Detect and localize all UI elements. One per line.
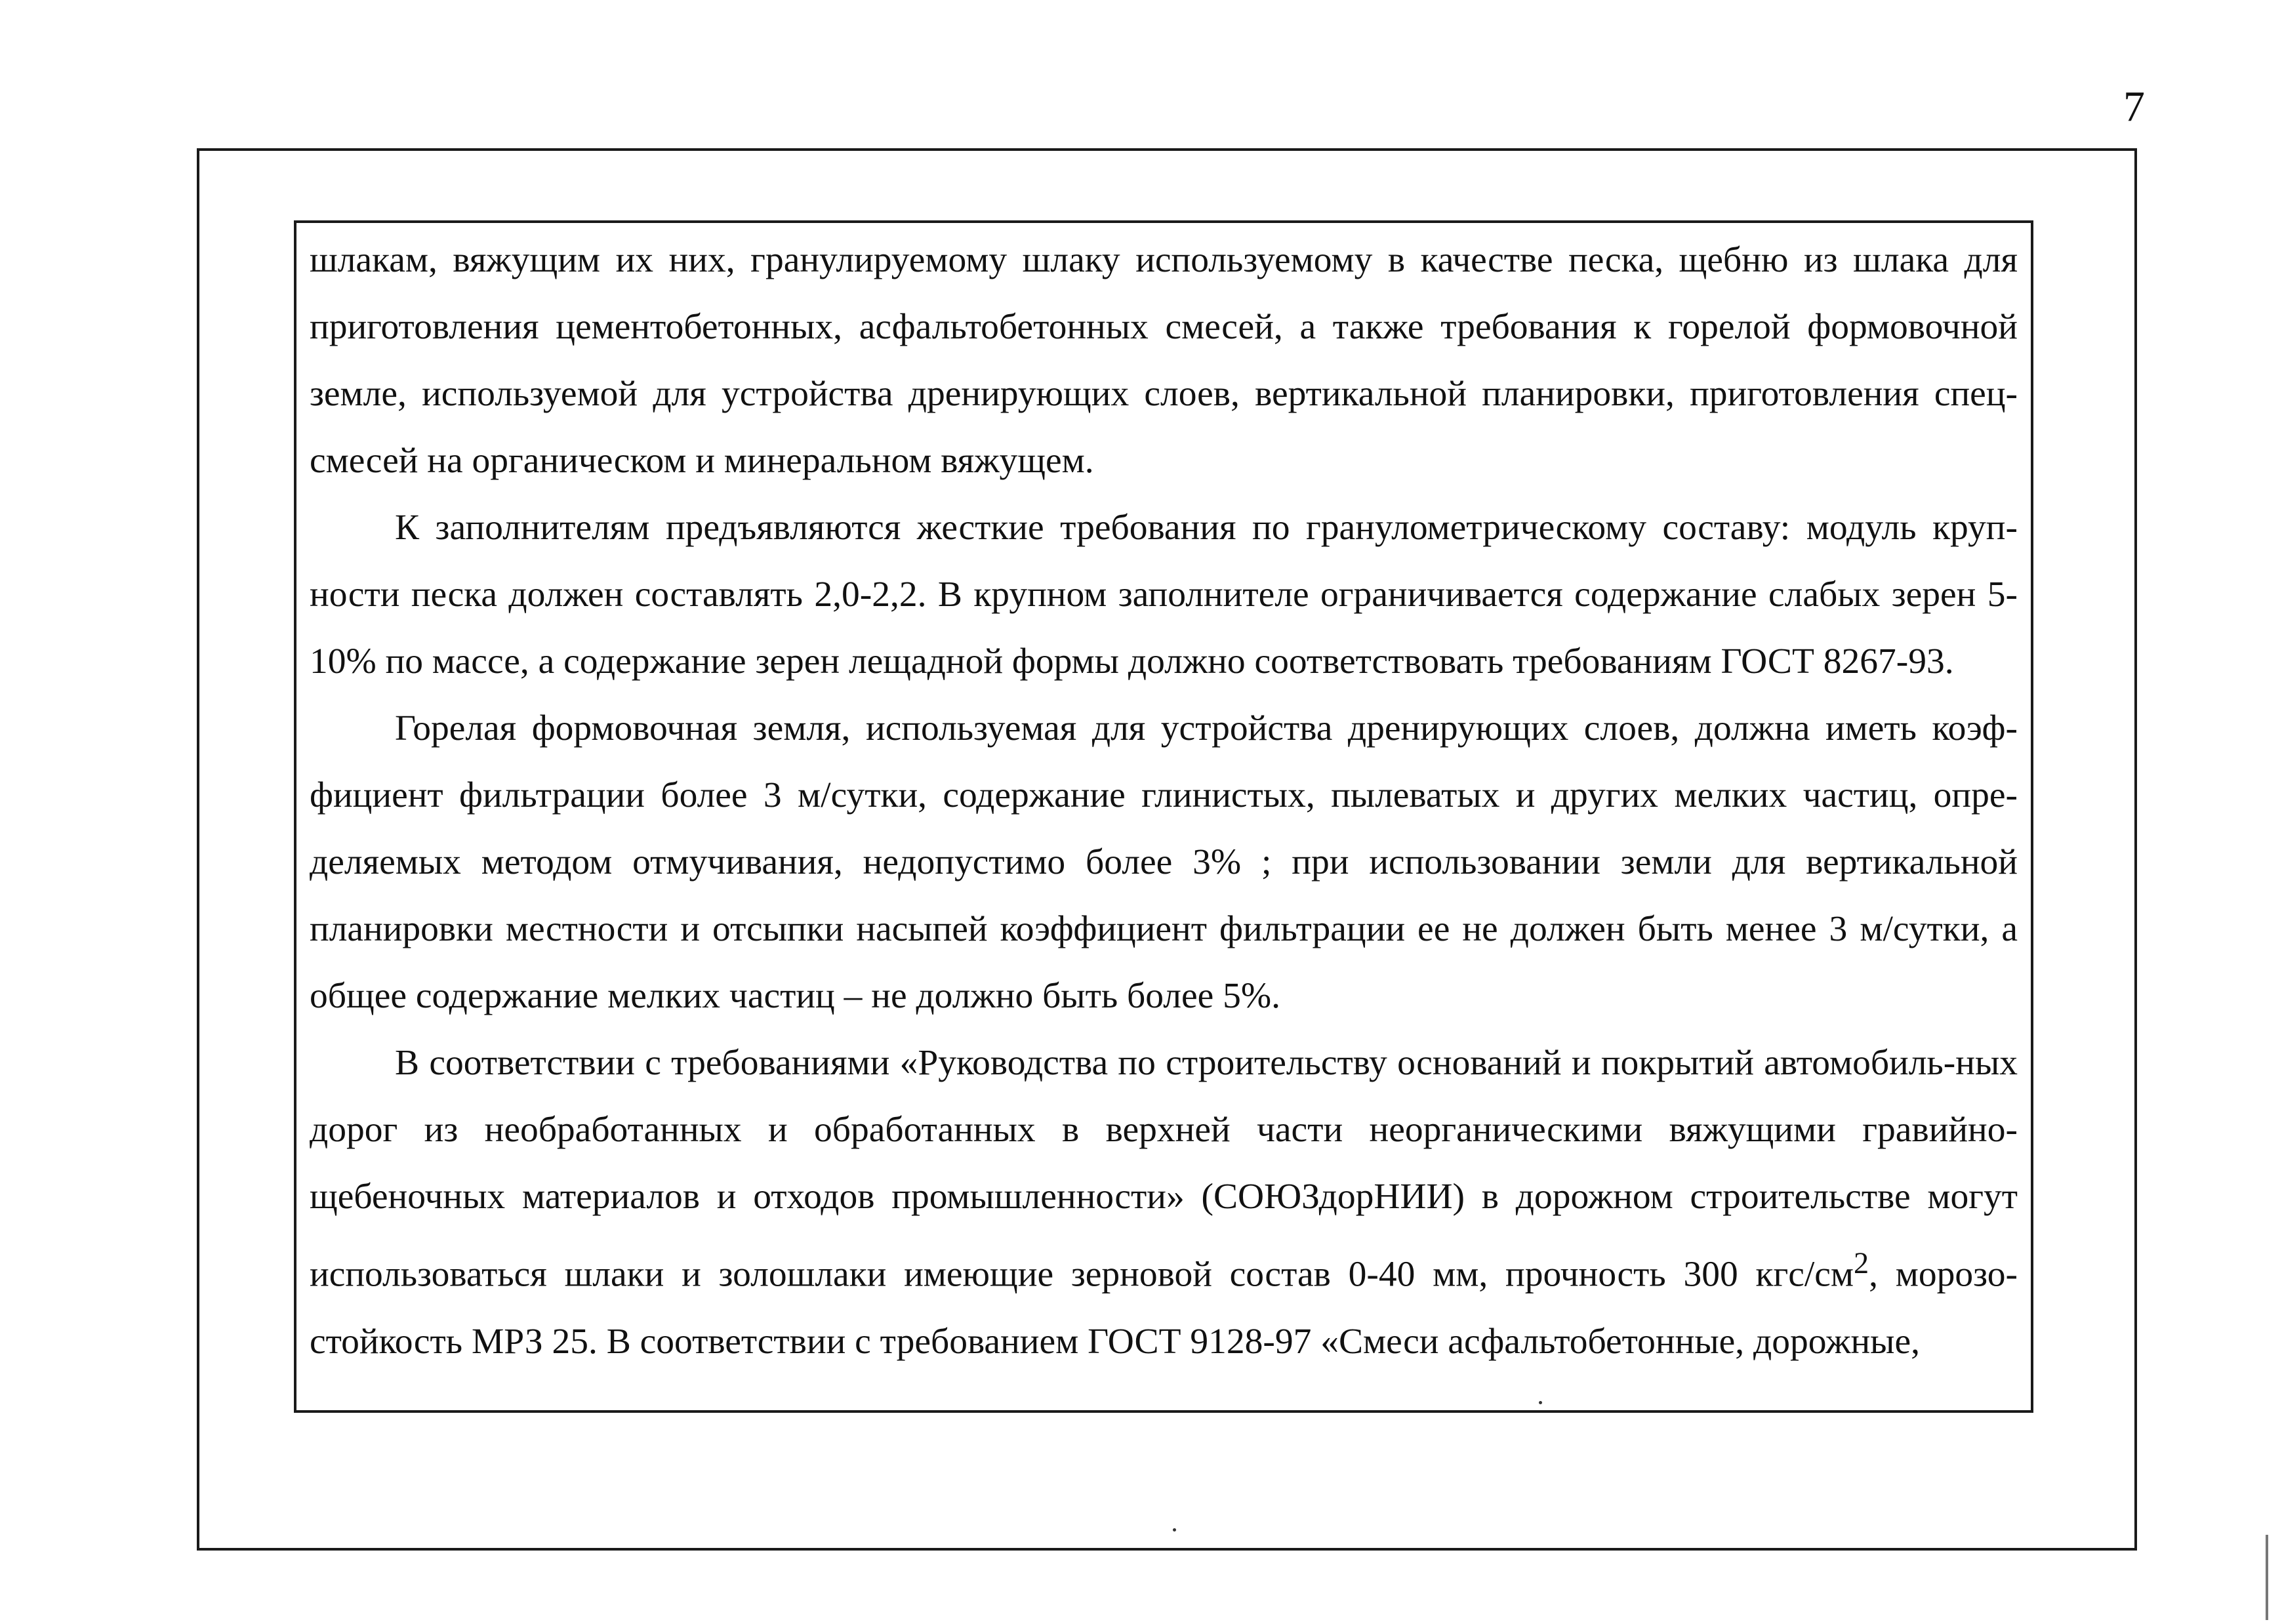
page-number: 7 [2123, 83, 2145, 131]
guidelines-text-end: , морозо-стойкость МРЗ 25. В соответствии с требованием ГОСТ 9128-97 «Смеси асфальтобетонные, дорожные, [310, 1254, 2018, 1362]
scan-speck [1539, 1401, 1542, 1404]
paragraph-fillers: К заполнителям предъявляются жесткие требования по гранулометрическому составу: модуль круп-ности песка должен составлять 2,0-2,2. В крупном заполнителе ограничивается содержание слабых зерен 5-10% по массе, а содержание зерен лещадной формы должно соответствовать требованиям ГОСТ 8267-93. [310, 508, 2018, 681]
guidelines-text-start: В соответствии с требованиями «Руководства по строительству оснований и покрытий автомобиль-ных дорог из необработанных и обработанных в верхней части неорганическими вяжущими гравийно-щебеночных материалов и отходов промышленности» (СОЮЗдорНИИ) в дорожном строительстве могут использоваться шлаки и золошлаки имеющие зерновой состав 0-40 мм, прочность 300 кгс/см [310, 1043, 2018, 1295]
superscript-squared: 2 [1854, 1247, 1869, 1280]
scan-edge-mark [2266, 1535, 2268, 1620]
text-frame [294, 220, 2033, 1413]
scan-speck [1173, 1528, 1176, 1532]
text-block [310, 227, 2018, 1375]
paragraph-continuation: шлакам, вяжущим их них, гранулируемому шлаку используемому в качестве песка, щебню из шлака для приготовления цементобетонных, асфальтобетонных смесей, а также требования к горелой формовочной земле, используемой для устройства дренирующих слоев, вертикальной планировки, приготовления спец-смесей на органическом и минеральном вяжущем. [310, 240, 2018, 481]
paragraph-molding-earth: Горелая формовочная земля, используемая для устройства дренирующих слоев, должна иметь коэф-фициент фильтрации более 3 м/сутки, содержание глинистых, пылеватых и других мелких частиц, опре-деляемых методом отмучивания, недопустимо более 3% ; при использовании земли для вертикальной планировки местности и отсыпки насыпей коэффициент фильтрации ее не должен быть менее 3 м/сутки, а общее содержание мелких частиц – не должно быть более 5%. [310, 708, 2018, 1016]
paragraph-guidelines [310, 1030, 2018, 1375]
